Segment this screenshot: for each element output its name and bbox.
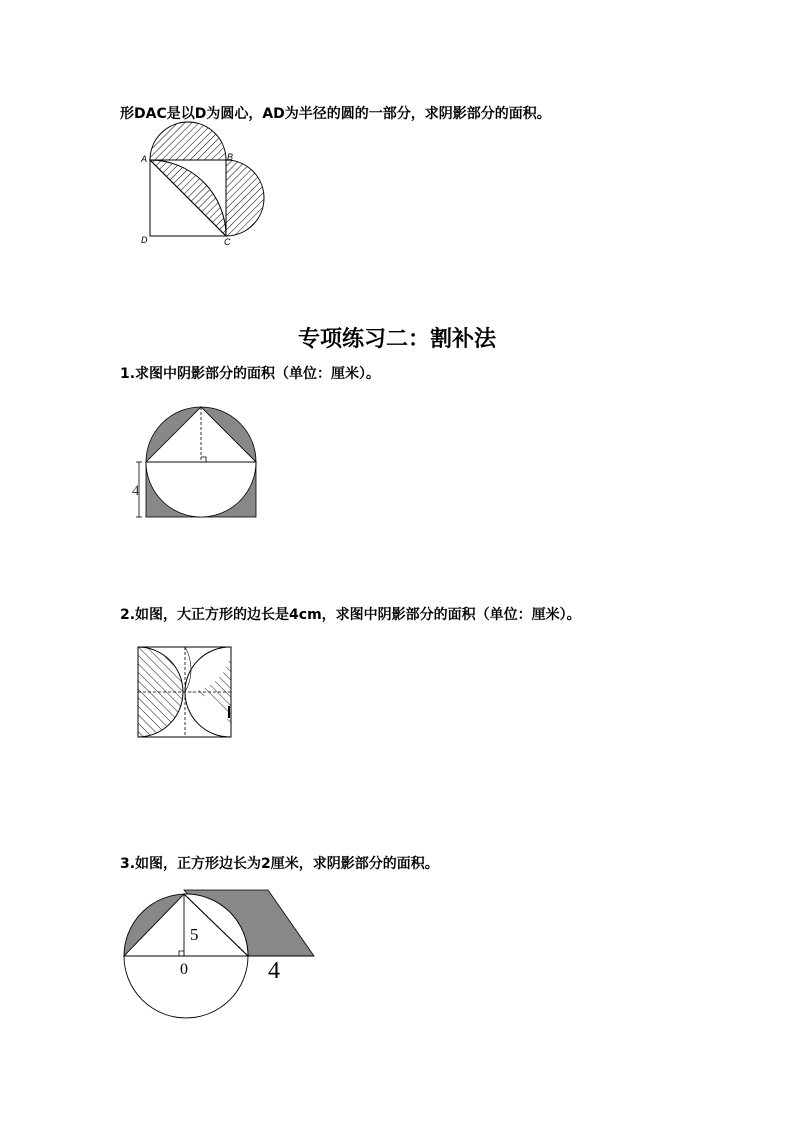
- figure-q2: [135, 644, 235, 740]
- intro-text: 形DAC是以D为圆心，AD为半径的圆的一部分，求阴影部分的面积。: [120, 106, 551, 122]
- q3-center-label: 0: [180, 961, 188, 978]
- q3-base-label: 4: [268, 958, 280, 984]
- q2-text: 2.如图，大正方形的边长是4cm，求图中阴影部分的面积（单位：厘米）。: [120, 607, 581, 623]
- label-b: B: [227, 152, 234, 162]
- q3-text: 3.如图，正方形边长为2厘米，求阴影部分的面积。: [120, 856, 439, 872]
- q1-dimension-label: 4: [132, 483, 140, 499]
- figure-q3: [118, 888, 318, 1020]
- q3-height-label: 5: [190, 925, 199, 944]
- section-title: 专项练习二：割补法: [297, 327, 496, 352]
- label-c: C: [224, 237, 231, 247]
- label-a: A: [141, 154, 148, 164]
- q1-text: 1.求图中阴影部分的面积（单位：厘米）。: [120, 366, 381, 382]
- figure-square-abcd: [138, 148, 248, 248]
- figure-q1: [128, 400, 263, 522]
- label-d: D: [141, 235, 148, 245]
